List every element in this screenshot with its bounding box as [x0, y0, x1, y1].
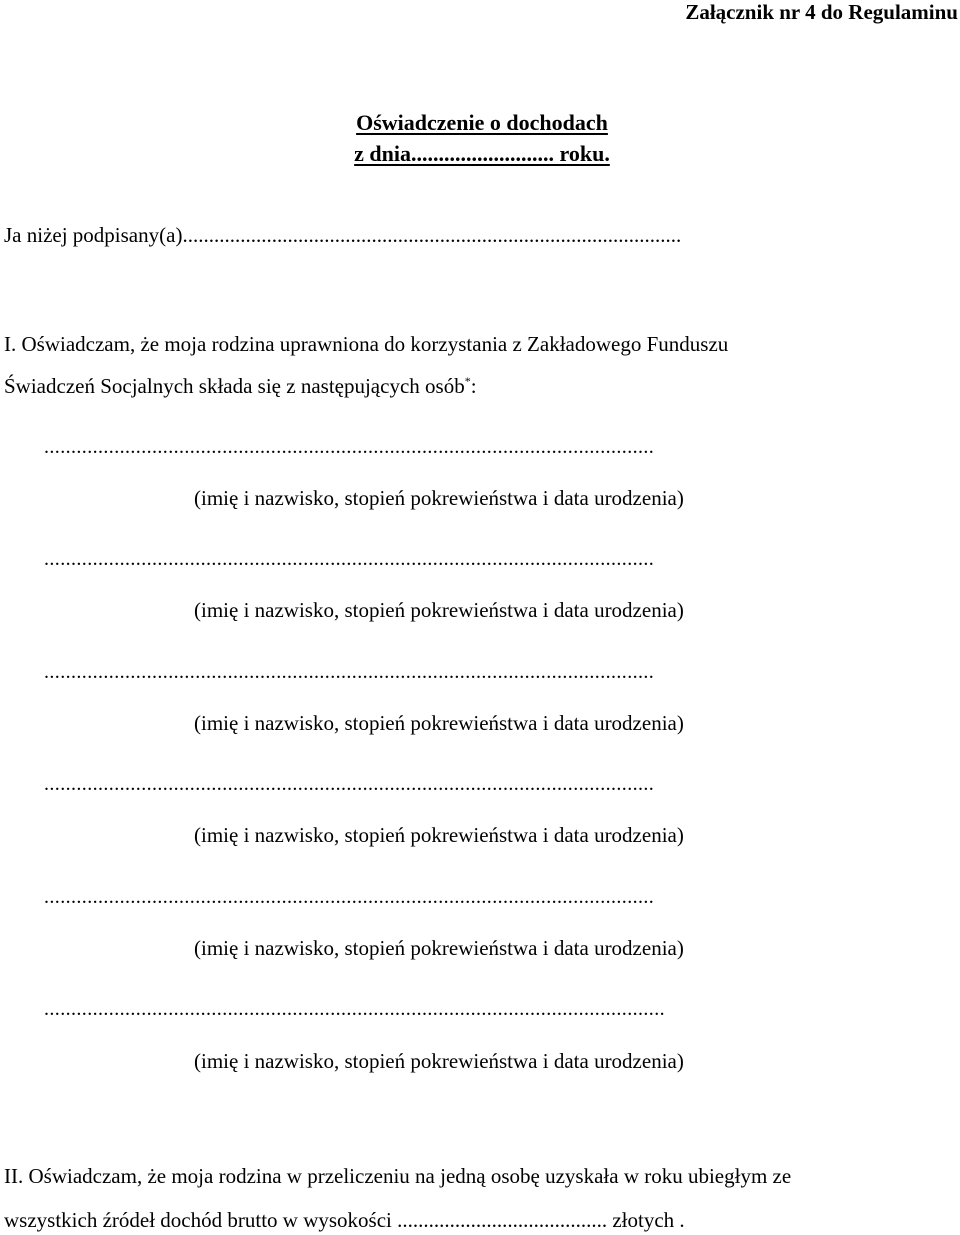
family-member-caption-5: (imię i nazwisko, stopień pokrewieństwa i data urodzenia)	[194, 936, 684, 960]
attachment-label: Załącznik nr 4 do Regulaminu	[685, 0, 958, 24]
family-member-dots-2: .................................................................................................................	[44, 548, 655, 570]
section1-line2-end: :	[470, 374, 477, 398]
family-member-dots-3: .................................................................................................................	[44, 661, 655, 683]
family-member-caption-1: (imię i nazwisko, stopień pokrewieństwa i data urodzenia)	[194, 486, 684, 510]
section2-line1: II. Oświadczam, że moja rodzina w przeliczeniu na jedną osobę uzyskała w roku ubiegłym ze	[4, 1164, 792, 1188]
family-member-caption-2: (imię i nazwisko, stopień pokrewieństwa i data urodzenia)	[194, 598, 684, 622]
document-title: Oświadczenie o dochodach	[356, 110, 608, 135]
section2-line2: wszystkich źródeł dochód brutto w wysokości ........................................ złotych .	[4, 1208, 685, 1232]
signer-line: Ja niżej podpisany(a)...............................................................................................	[4, 223, 682, 247]
footnote-marker: *	[464, 374, 471, 388]
family-member-dots-4: .................................................................................................................	[44, 773, 655, 795]
family-member-caption-6: (imię i nazwisko, stopień pokrewieństwa i data urodzenia)	[194, 1049, 684, 1073]
family-member-dots-1: .................................................................................................................	[44, 436, 655, 458]
family-member-dots-6: ...................................................................................................................	[44, 998, 665, 1020]
family-member-caption-3: (imię i nazwisko, stopień pokrewieństwa i data urodzenia)	[194, 711, 684, 735]
section1-line2	[4, 376, 477, 397]
section1-line1: I. Oświadczam, że moja rodzina uprawniona do korzystania z Zakładowego Funduszu	[4, 332, 729, 356]
document-date-line: z dnia.......................... roku.	[354, 141, 610, 166]
family-member-dots-5: .................................................................................................................	[44, 886, 655, 908]
family-member-caption-4: (imię i nazwisko, stopień pokrewieństwa i data urodzenia)	[194, 823, 684, 847]
section1-line2-text: Świadczeń Socjalnych składa się z następujących osób	[4, 374, 465, 398]
